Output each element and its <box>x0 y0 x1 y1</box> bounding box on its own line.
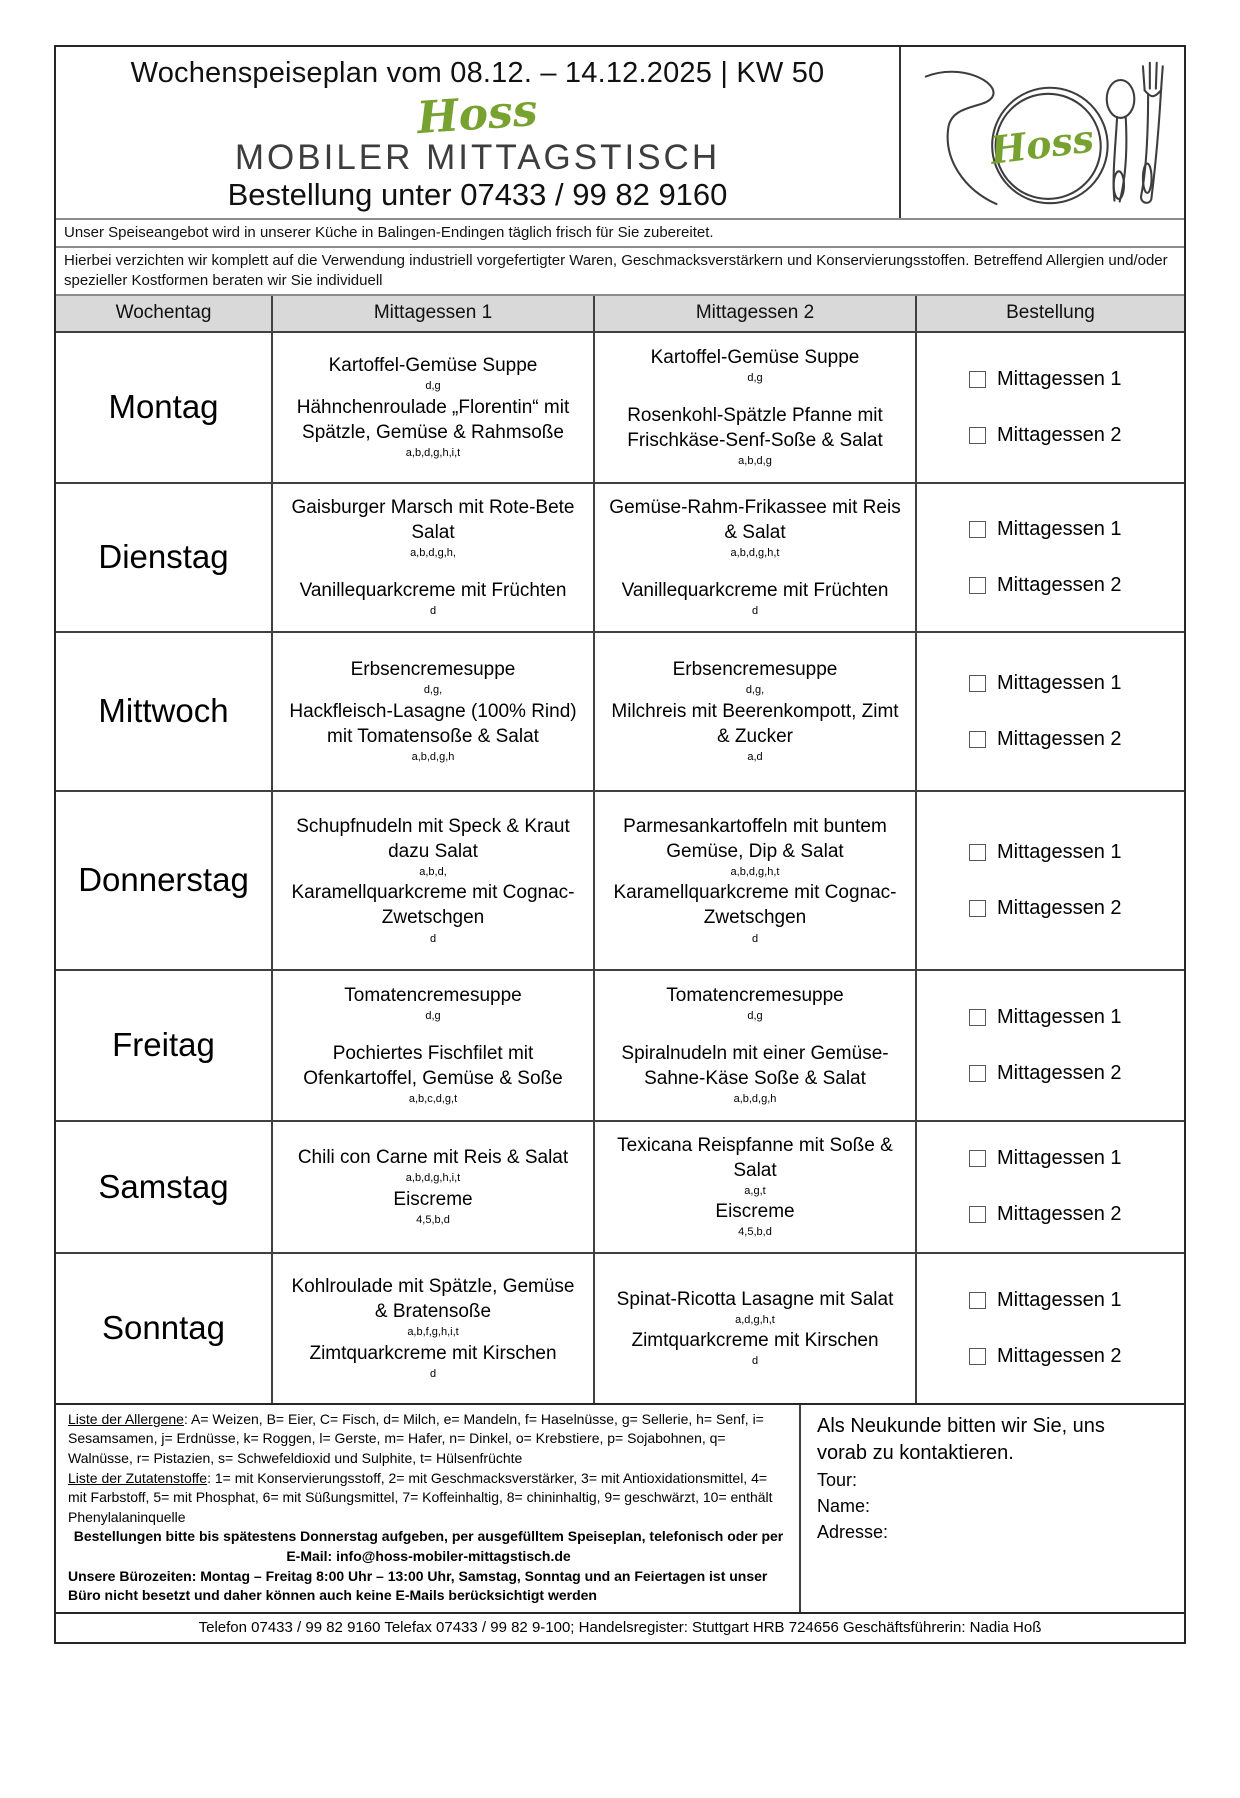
day-name-donnerstag: Donnerstag <box>78 861 249 899</box>
dish-text: Zimtquarkcreme mit Kirschen <box>309 1342 557 1364</box>
allergen-codes: a,d,g,h,t <box>735 1313 775 1326</box>
checkbox-icon[interactable] <box>969 1065 986 1082</box>
checkbox-icon[interactable] <box>969 1348 986 1365</box>
allergen-codes: d,g <box>747 372 763 385</box>
checkbox-icon[interactable] <box>969 427 986 444</box>
dish-text: Eiscreme <box>715 1201 795 1223</box>
page-title: Wochenspeiseplan vom 08.12. – 14.12.2025 | KW 50 <box>130 57 825 89</box>
meal2-cell <box>593 633 915 790</box>
meal1-cell <box>271 484 593 631</box>
order-checkbox-samstag-mittagessen-1[interactable] <box>969 1147 1184 1170</box>
order-cell-mittwoch <box>915 633 1184 790</box>
dish-text: Vanillequarkcreme mit Früchten <box>621 579 889 601</box>
dish-text: Vanillequarkcreme mit Früchten <box>299 579 567 601</box>
allergen-codes: a,b,d,g,h,i,t <box>405 446 461 459</box>
allergen-codes: 4,5,b,d <box>738 1226 772 1239</box>
checkbox-icon[interactable] <box>969 521 986 538</box>
allergen-codes: a,b,d,g,h,i,t <box>405 1172 461 1185</box>
order-option-label: Mittagessen 1 <box>997 671 1122 694</box>
day-row-dienstag <box>56 482 1184 631</box>
day-row-mittwoch <box>56 631 1184 790</box>
day-row-montag <box>56 331 1184 482</box>
allergen-codes: d,g, <box>745 684 765 697</box>
allergen-codes: a,b,d, <box>419 865 447 878</box>
order-checkbox-samstag-mittagessen-2[interactable] <box>969 1203 1184 1226</box>
dish-text: Karamellquarkcreme mit Cognac-Zwetschgen <box>613 882 897 929</box>
hoss-plate-logo-icon <box>912 49 1174 217</box>
dish-text: Erbsencremesuppe <box>350 659 516 681</box>
checkbox-icon[interactable] <box>969 675 986 692</box>
col-header-bestellung: Bestellung <box>915 296 1184 331</box>
allergen-codes: a,b,d,g,h,t <box>730 547 780 560</box>
allergen-list-text: : A= Weizen, B= Eier, C= Fisch, d= Milch, e= Mandeln, f= Haselnüsse, g= Sellerie, h= Senf, i= Sesamsamen, j= Erdnüsse, k= Roggen, l= Gerste, m= Hafer, n= Dinkel, o= Krebstiere, p= Sojabohnen, q= Walnüsse, r= Pistazien, s= Schwefeldioxid und Sulphite, t= Hülsenfrüchte <box>68 1410 764 1467</box>
office-hours-note: Unsere Bürozeiten: Montag – Freitag 8:00 Uhr – 13:00 Uhr, Samstag, Sonntag und an Feiertagen ist unser Büro nicht besetzt und daher können auch keine E-Mails berücksichtigt werden <box>68 1567 768 1604</box>
order-option-label: Mittagessen 2 <box>997 727 1122 750</box>
day-name-montag: Montag <box>108 388 219 426</box>
meal2-cell <box>593 1122 915 1252</box>
order-cell-samstag <box>915 1122 1184 1252</box>
allergen-codes: a,b,d,g <box>738 454 772 467</box>
day-name-dienstag: Dienstag <box>98 538 229 576</box>
dish-text: Parmesankartoffeln mit buntem Gemüse, Dip & Salat <box>623 815 887 862</box>
order-option-label: Mittagessen 1 <box>997 1288 1122 1311</box>
order-checkbox-freitag-mittagessen-1[interactable] <box>969 1006 1184 1029</box>
meal2-cell <box>593 971 915 1120</box>
allergen-codes: d,g <box>747 1010 763 1023</box>
checkbox-icon[interactable] <box>969 371 986 388</box>
logo-cell <box>899 47 1184 218</box>
meal1-cell <box>271 792 593 969</box>
order-checkbox-montag-mittagessen-2[interactable] <box>969 424 1184 447</box>
meal2-cell <box>593 792 915 969</box>
logo-hoss-text: Hoss <box>987 115 1096 173</box>
dish-text: Milchreis mit Beerenkompott, Zimt & Zucker <box>611 700 899 747</box>
allergen-codes: d <box>429 604 437 617</box>
dish-text: Spiralnudeln mit einer Gemüse-Sahne-Käse Soße & Salat <box>621 1042 889 1089</box>
dish-text: Gaisburger Marsch mit Rote-Bete Salat <box>291 497 575 544</box>
kitchen-note: Unser Speiseangebot wird in unserer Küche in Balingen-Endingen täglich frisch für Sie zubereitet. <box>56 218 1184 246</box>
order-option-label: Mittagessen 2 <box>997 1344 1122 1367</box>
allergen-codes: a,g,t <box>744 1184 766 1197</box>
brand-subtitle: MOBILER MITTAGSTISCH <box>234 138 721 178</box>
allergen-codes: d <box>429 1367 437 1380</box>
dish-text: Erbsencremesuppe <box>672 659 838 681</box>
dish-text: Karamellquarkcreme mit Cognac-Zwetschgen <box>291 882 575 929</box>
footer <box>56 1403 1184 1612</box>
new-customer-box <box>799 1405 1184 1612</box>
order-option-label: Mittagessen 2 <box>997 1061 1122 1084</box>
order-option-label: Mittagessen 1 <box>997 1005 1122 1028</box>
allergen-codes: d <box>751 604 759 617</box>
checkbox-icon[interactable] <box>969 1009 986 1026</box>
day-row-sonntag <box>56 1252 1184 1403</box>
allergen-codes: a,b,d,g,h, <box>410 547 456 560</box>
checkbox-icon[interactable] <box>969 731 986 748</box>
checkbox-icon[interactable] <box>969 577 986 594</box>
day-row-donnerstag <box>56 790 1184 969</box>
meal1-cell <box>271 1254 593 1403</box>
day-row-freitag <box>56 969 1184 1120</box>
order-checkbox-sonntag-mittagessen-2[interactable] <box>969 1345 1184 1368</box>
allergen-codes: 4,5,b,d <box>416 1213 450 1226</box>
footer-legal-block <box>56 1405 799 1612</box>
allergen-codes: a,b,d,g,h <box>733 1092 777 1105</box>
order-cell-dienstag <box>915 484 1184 631</box>
order-option-label: Mittagessen 2 <box>997 1203 1122 1226</box>
col-header-mittagessen-1: Mittagessen 1 <box>271 296 593 331</box>
menu-sheet <box>54 45 1186 1644</box>
additives-list-label: Liste der Zutatenstoffe <box>68 1469 208 1486</box>
order-phone-line: Bestellung unter 07433 / 99 82 9160 <box>227 177 728 213</box>
dish-text: Tomatencremesuppe <box>666 985 844 1007</box>
dish-text: Tomatencremesuppe <box>344 985 522 1007</box>
checkbox-icon[interactable] <box>969 844 986 861</box>
meal2-cell <box>593 333 915 482</box>
order-checkbox-mittwoch-mittagessen-2[interactable] <box>969 728 1184 751</box>
order-option-label: Mittagessen 2 <box>997 896 1122 919</box>
meal2-cell <box>593 484 915 631</box>
order-checkbox-montag-mittagessen-1[interactable] <box>969 368 1184 391</box>
allergen-codes: d,g, <box>423 684 443 697</box>
order-option-label: Mittagessen 1 <box>997 367 1122 390</box>
allergen-codes: d <box>751 932 759 945</box>
order-cell-sonntag <box>915 1254 1184 1403</box>
checkbox-icon[interactable] <box>969 900 986 917</box>
dish-text: Kartoffel-Gemüse Suppe <box>328 355 538 377</box>
brand-script-text: Hoss <box>415 84 540 145</box>
order-cell-freitag <box>915 971 1184 1120</box>
allergen-codes: a,b,d,g,h <box>411 750 455 763</box>
checkbox-icon[interactable] <box>969 1206 986 1223</box>
allergen-codes: a,d <box>747 750 763 763</box>
day-name-samstag: Samstag <box>98 1167 229 1205</box>
order-option-label: Mittagessen 1 <box>997 517 1122 540</box>
col-header-mittagessen-2: Mittagessen 2 <box>593 296 915 331</box>
day-row-samstag <box>56 1120 1184 1252</box>
dish-text: Chili con Carne mit Reis & Salat <box>297 1147 569 1169</box>
additives-list-text: : 1= mit Konservierungsstoff, 2= mit Geschmacksverstärker, 3= mit Antioxidationsmittel, 4= mit Farbstoff, 5= mit Phosphat, 6= mit Süßungsmittel, 7= Koffeinhaltig, 8= chininhaltig, 9= geschwärzt, 10= enthält Phenylalaninquelle <box>68 1469 773 1525</box>
meal1-cell <box>271 1122 593 1252</box>
tour-field-label: Tour: <box>817 1469 858 1490</box>
header <box>56 47 1184 218</box>
day-name-sonntag: Sonntag <box>102 1309 225 1347</box>
new-customer-note: Als Neukunde bitten wir Sie, uns vorab zu kontaktieren. <box>817 1414 1105 1464</box>
order-checkbox-donnerstag-mittagessen-1[interactable] <box>969 841 1184 864</box>
allergen-codes: d <box>751 1355 759 1368</box>
dish-text: Hackfleisch-Lasagne (100% Rind) mit Tomatensoße & Salat <box>289 700 577 747</box>
order-cell-donnerstag <box>915 792 1184 969</box>
contact-registry-line: Telefon 07433 / 99 82 9160 Telefax 07433 / 99 82 9-100; Handelsregister: Stuttgart HRB 724656 Geschäftsführerin: Nadia Hoß <box>56 1612 1184 1642</box>
dish-text: Zimtquarkcreme mit Kirschen <box>631 1330 879 1352</box>
order-option-label: Mittagessen 1 <box>997 1147 1122 1170</box>
order-option-label: Mittagessen 1 <box>997 840 1122 863</box>
day-name-freitag: Freitag <box>112 1026 215 1064</box>
order-checkbox-mittwoch-mittagessen-1[interactable] <box>969 672 1184 695</box>
dish-text: Pochiertes Fischfilet mit Ofenkartoffel, Gemüse & Soße <box>303 1042 563 1089</box>
col-header-wochentag: Wochentag <box>115 301 212 323</box>
name-field-label: Name: <box>817 1495 871 1516</box>
table-header <box>56 294 1184 331</box>
allergen-codes: a,b,d,g,h,t <box>730 865 780 878</box>
dish-text: Kohlroulade mit Spätzle, Gemüse & Bratensoße <box>291 1276 575 1323</box>
checkbox-icon[interactable] <box>969 1150 986 1167</box>
allergen-codes: d,g <box>425 380 441 393</box>
allergen-codes: d <box>429 932 437 945</box>
menu-table-body <box>56 331 1184 1403</box>
order-checkbox-freitag-mittagessen-2[interactable] <box>969 1062 1184 1085</box>
order-option-label: Mittagessen 2 <box>997 423 1122 446</box>
order-cell-montag <box>915 333 1184 482</box>
dish-text: Rosenkohl-Spätzle Pfanne mit Frischkäse-Senf-Soße & Salat <box>627 404 883 451</box>
dish-text: Spinat-Ricotta Lasagne mit Salat <box>616 1288 894 1310</box>
allergen-codes: a,b,f,g,h,i,t <box>407 1326 459 1339</box>
meal1-cell <box>271 633 593 790</box>
checkbox-icon[interactable] <box>969 1292 986 1309</box>
order-checkbox-dienstag-mittagessen-1[interactable] <box>969 518 1184 541</box>
dish-text: Schupfnudeln mit Speck & Kraut dazu Salat <box>296 815 570 862</box>
adresse-field-label: Adresse: <box>817 1522 889 1543</box>
allergy-note: Hierbei verzichten wir komplett auf die Verwendung industriell vorgefertigter Waren, Geschmacksverstärkern und Konservierungsstoffen. Betreffend Allergien und/oder spezieller Kostformen beraten wir Sie individuell <box>56 246 1184 293</box>
dish-text: Kartoffel-Gemüse Suppe <box>650 347 860 369</box>
order-option-label: Mittagessen 2 <box>997 573 1122 596</box>
dish-text: Eiscreme <box>393 1188 473 1210</box>
meal1-cell <box>271 971 593 1120</box>
order-checkbox-dienstag-mittagessen-2[interactable] <box>969 574 1184 597</box>
meal2-cell <box>593 1254 915 1403</box>
dish-text: Gemüse-Rahm-Frikassee mit Reis & Salat <box>609 497 901 544</box>
day-name-mittwoch: Mittwoch <box>98 692 229 730</box>
dish-text: Texicana Reispfanne mit Soße & Salat <box>617 1134 893 1181</box>
order-checkbox-donnerstag-mittagessen-2[interactable] <box>969 897 1184 920</box>
meal1-cell <box>271 333 593 482</box>
dish-text: Hähnchenroulade „Florentin“ mit Spätzle, Gemüse & Rahmsoße <box>296 396 570 443</box>
order-checkbox-sonntag-mittagessen-1[interactable] <box>969 1289 1184 1312</box>
allergen-list-label: Liste der Allergene <box>68 1410 184 1427</box>
allergen-codes: a,b,c,d,g,t <box>408 1092 458 1105</box>
order-deadline-note: Bestellungen bitte bis spätestens Donnerstag aufgeben, per ausgefülltem Speiseplan, telefonisch oder per E-Mail: info@hoss-mobiler-mittagstisch.de <box>73 1528 784 1564</box>
header-text-block <box>56 47 899 218</box>
allergen-codes: d,g <box>425 1010 441 1023</box>
